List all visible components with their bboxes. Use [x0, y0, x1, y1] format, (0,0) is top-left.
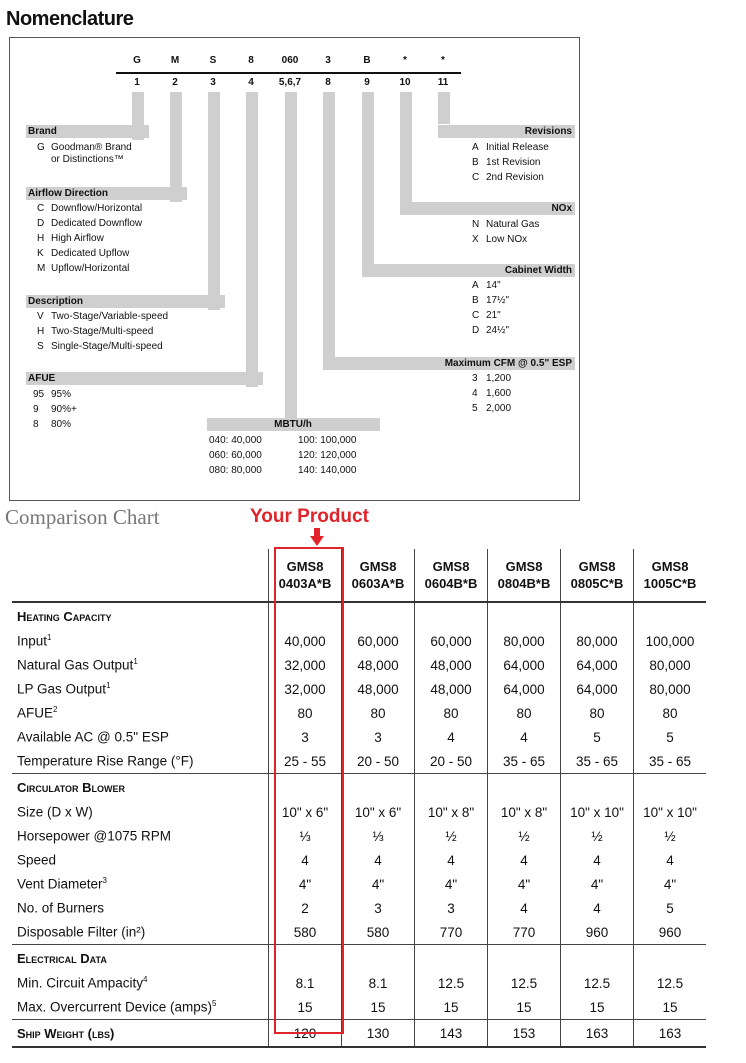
table-cell: 64,000: [488, 653, 561, 677]
row-label: [12, 896, 269, 920]
table-cell: 960: [634, 920, 707, 945]
table-cell: 12.5: [561, 971, 634, 995]
nomenclature-title: Nomenclature: [6, 8, 134, 30]
model-code-position: 1: [134, 77, 140, 88]
table-cell: ½: [488, 824, 561, 848]
model-number: 1005C*B: [643, 576, 697, 591]
model-series: GMS8: [432, 559, 470, 574]
row-label: [12, 824, 269, 848]
description-heading: Description: [26, 295, 225, 308]
section-cell: [561, 945, 634, 972]
table-cell: 580: [342, 920, 415, 945]
row-label: [12, 971, 269, 995]
mbtu-options-left: 040: 40,000 060: 60,000 080: 80,000: [209, 435, 262, 476]
table-row: [12, 872, 706, 896]
row-label-text: Temperature Rise Range (°F): [17, 753, 194, 769]
model-code-letter: B: [363, 55, 371, 66]
model-series: GMS8: [286, 559, 324, 574]
table-row: [12, 896, 706, 920]
table-cell: 163: [634, 1020, 707, 1048]
table-cell: 4: [561, 896, 634, 920]
nox-options: N Natural Gas X Low NOx: [472, 219, 540, 245]
afue-heading: AFUE: [26, 372, 263, 385]
airflow-options: C Downflow/Horizontal D Dedicated Downflow H High Airflow K Dedicated Upflow M Upflow/Horizontal: [37, 203, 143, 274]
cabinet-heading: Cabinet Width: [362, 264, 575, 277]
table-cell: 5: [634, 725, 707, 749]
model-series: GMS8: [578, 559, 616, 574]
table-cell: 40,000: [269, 629, 342, 653]
model-number: 0604B*B: [424, 576, 478, 591]
table-cell: 143: [415, 1020, 488, 1048]
table-cell: 48,000: [342, 677, 415, 701]
table-cell: 4": [561, 872, 634, 896]
table-cell: 32,000: [269, 677, 342, 701]
section-cell: [342, 602, 415, 629]
model-code-letter: *: [403, 55, 407, 66]
section-cell: [634, 945, 707, 972]
model-header: [415, 549, 488, 602]
ship-weight-row: [12, 1020, 706, 1048]
table-row: [12, 824, 706, 848]
table-cell: 60,000: [342, 629, 415, 653]
table-cell: 48,000: [415, 677, 488, 701]
table-cell: 64,000: [488, 677, 561, 701]
cfm-heading: Maximum CFM @ 0.5" ESP: [323, 357, 575, 370]
table-cell: 10" x 10": [634, 800, 707, 824]
table-row: [12, 677, 706, 701]
nox-heading: NOx: [400, 202, 575, 215]
table-cell: 120: [269, 1020, 342, 1048]
table-cell: 10" x 6": [342, 800, 415, 824]
footnote-ref: 5: [212, 999, 217, 1009]
table-row: [12, 971, 706, 995]
table-cell: 80: [561, 701, 634, 725]
model-header: [488, 549, 561, 602]
arrow-down-icon: [310, 528, 324, 546]
connector-bar: [285, 92, 297, 419]
afue-options: 95 95% 9 90%+ 8 80%: [33, 389, 77, 430]
table-cell: 35 - 65: [488, 749, 561, 774]
comparison-title: Comparison Chart: [5, 505, 160, 529]
cabinet-options: A 14" B 17½" C 21" D 24½": [472, 280, 510, 336]
section-header-row: [12, 945, 706, 972]
section-cell: [415, 945, 488, 972]
table-row: [12, 995, 706, 1020]
table-cell: 80,000: [488, 629, 561, 653]
model-series: GMS8: [505, 559, 543, 574]
description-options: V Two-Stage/Variable-speed H Two-Stage/Multi-speed S Single-Stage/Multi-speed: [37, 311, 169, 352]
row-label-text: No. of Burners: [17, 900, 105, 916]
model-number: 0805C*B: [570, 576, 624, 591]
model-number: 0603A*B: [351, 576, 405, 591]
connector-bar: [400, 92, 412, 202]
table-cell: 20 - 50: [415, 749, 488, 774]
table-cell: 48,000: [342, 653, 415, 677]
model-header-row: [12, 549, 706, 602]
airflow-heading: Airflow Direction: [26, 187, 187, 200]
model-code-letter: M: [170, 55, 180, 66]
table-cell: 10" x 8": [488, 800, 561, 824]
model-series: GMS8: [359, 559, 397, 574]
section-cell: [415, 602, 488, 629]
model-code-position: 8: [325, 77, 331, 88]
row-label-text: Input: [17, 633, 48, 649]
connector-bar: [438, 92, 450, 124]
your-product-label: Your Product: [250, 506, 369, 527]
table-row: [12, 848, 706, 872]
table-cell: 15: [342, 995, 415, 1020]
table-cell: 4": [634, 872, 707, 896]
section-cell: [488, 602, 561, 629]
model-header: [342, 549, 415, 602]
table-cell: 10" x 10": [561, 800, 634, 824]
table-cell: 10" x 6": [269, 800, 342, 824]
your-product-highlight: [274, 547, 344, 1034]
section-header-row: [12, 774, 706, 801]
table-cell: 960: [561, 920, 634, 945]
footnote-ref: 1: [106, 681, 111, 691]
table-cell: ⅓: [342, 824, 415, 848]
code-divider: [116, 72, 461, 74]
model-number: 0804B*B: [497, 576, 551, 591]
footnote-ref: 3: [102, 876, 107, 886]
table-cell: 163: [561, 1020, 634, 1048]
row-label: [12, 653, 269, 677]
table-cell: 130: [342, 1020, 415, 1048]
table-cell: 4: [488, 848, 561, 872]
table-cell: 3: [342, 896, 415, 920]
table-cell: 153: [488, 1020, 561, 1048]
section-cell: [634, 602, 707, 629]
model-code-letter: G: [133, 55, 141, 66]
section-cell: [634, 774, 707, 801]
row-label-text: Available AC @ 0.5" ESP: [17, 729, 169, 745]
footnote-ref: 2: [53, 705, 58, 715]
row-label: [12, 629, 269, 653]
table-cell: ⅓: [269, 824, 342, 848]
row-label-text: Size (D x W): [17, 804, 93, 820]
table-cell: 2: [269, 896, 342, 920]
row-label-text: AFUE: [17, 705, 54, 721]
brand-options: G Goodman® Brand or Distinctions™: [37, 142, 132, 165]
connector-bar: [170, 92, 182, 202]
model-code-letter: 3: [325, 55, 331, 66]
table-cell: ½: [415, 824, 488, 848]
table-cell: 4": [269, 872, 342, 896]
model-code-letter: S: [209, 55, 217, 66]
table-cell: 12.5: [488, 971, 561, 995]
table-row: [12, 800, 706, 824]
table-cell: 80: [269, 701, 342, 725]
table-row: [12, 629, 706, 653]
table-cell: 4: [415, 848, 488, 872]
table-cell: ½: [561, 824, 634, 848]
row-label: [12, 725, 269, 749]
row-label: [12, 701, 269, 725]
table-cell: 20 - 50: [342, 749, 415, 774]
model-code-position: 4: [248, 77, 254, 88]
row-label: [12, 800, 269, 824]
table-cell: 4": [415, 872, 488, 896]
table-cell: 80,000: [634, 653, 707, 677]
table-cell: 5: [634, 896, 707, 920]
cfm-options: 3 1,200 4 1,600 5 2,000: [472, 373, 512, 414]
table-cell: 35 - 65: [634, 749, 707, 774]
model-header: [561, 549, 634, 602]
table-cell: 80: [634, 701, 707, 725]
table-cell: 15: [561, 995, 634, 1020]
section-title: Circulator Blower: [12, 774, 269, 801]
section-cell: [561, 774, 634, 801]
section-cell: [561, 602, 634, 629]
row-label: [12, 677, 269, 701]
model-code-letter: *: [441, 55, 445, 66]
table-cell: 12.5: [415, 971, 488, 995]
section-cell: [342, 945, 415, 972]
row-label-text: Vent Diameter: [17, 876, 103, 892]
table-cell: 8.1: [342, 971, 415, 995]
table-cell: 4: [342, 848, 415, 872]
row-label-text: Min. Circuit Ampacity: [17, 975, 144, 991]
table-cell: 64,000: [561, 677, 634, 701]
model-code-position: 5,6,7: [278, 77, 302, 88]
section-title: Heating Capacity: [17, 608, 112, 624]
table-cell: 15: [634, 995, 707, 1020]
connector-bar: [323, 92, 335, 357]
table-cell: 4": [342, 872, 415, 896]
section-cell: [415, 774, 488, 801]
model-code-position: 3: [210, 77, 216, 88]
revisions-options: A Initial Release B 1st Revision C 2nd Revision: [472, 142, 549, 183]
footnote-ref: 1: [133, 657, 138, 667]
table-cell: 32,000: [269, 653, 342, 677]
connector-bar: [208, 92, 220, 310]
table-cell: 3: [269, 725, 342, 749]
table-cell: 10" x 8": [415, 800, 488, 824]
model-code-letter: 8: [248, 55, 254, 66]
table-cell: 770: [415, 920, 488, 945]
model-header: [634, 549, 707, 602]
table-cell: 4: [415, 725, 488, 749]
table-cell: 80: [342, 701, 415, 725]
table-cell: 100,000: [634, 629, 707, 653]
model-number: 0403A*B: [278, 576, 332, 591]
table-cell: 80: [415, 701, 488, 725]
mbtu-options-right: 100: 100,000 120: 120,000 140: 140,000: [298, 435, 357, 476]
row-label-text: Max. Overcurrent Device (amps): [17, 999, 213, 1015]
header-spacer: [12, 549, 269, 602]
table-row: [12, 920, 706, 945]
row-label-text: Natural Gas Output: [17, 657, 134, 673]
row-label-text: Speed: [17, 852, 57, 868]
mbtu-heading: MBTU/h: [207, 418, 380, 431]
ship-weight-label: Ship Weight (lbs): [12, 1020, 269, 1048]
table-cell: 15: [415, 995, 488, 1020]
row-label: [12, 920, 269, 945]
table-cell: 3: [342, 725, 415, 749]
footnote-ref: 4: [143, 975, 148, 985]
row-label-text: Horsepower @1075 RPM: [17, 828, 172, 844]
table-cell: 35 - 65: [561, 749, 634, 774]
model-code-position: 9: [364, 77, 370, 88]
table-cell: 80,000: [634, 677, 707, 701]
table-row: [12, 749, 706, 774]
section-header-row: [12, 602, 706, 629]
table-cell: 60,000: [415, 629, 488, 653]
table-cell: 48,000: [415, 653, 488, 677]
table-cell: ½: [634, 824, 707, 848]
table-cell: 15: [488, 995, 561, 1020]
table-cell: 4: [561, 848, 634, 872]
table-row: [12, 725, 706, 749]
table-cell: 770: [488, 920, 561, 945]
brand-heading: Brand: [26, 125, 149, 138]
footnote-ref: 1: [47, 633, 52, 643]
comparison-table: [12, 549, 706, 1048]
table-row: [12, 701, 706, 725]
row-label: [12, 749, 269, 774]
section-cell: [488, 945, 561, 972]
row-label: [12, 872, 269, 896]
table-cell: 64,000: [561, 653, 634, 677]
model-code-letter: 060: [281, 55, 299, 66]
table-row: [12, 653, 706, 677]
section-cell: [488, 774, 561, 801]
connector-bar: [246, 92, 258, 387]
model-code-position: 2: [172, 77, 178, 88]
model-series: GMS8: [651, 559, 689, 574]
table-cell: 4: [488, 896, 561, 920]
table-cell: 12.5: [634, 971, 707, 995]
model-code-position: 10: [399, 77, 411, 88]
table-cell: 80: [488, 701, 561, 725]
row-label: [12, 848, 269, 872]
table-cell: 4: [488, 725, 561, 749]
section-cell: [342, 774, 415, 801]
connector-bar: [362, 92, 374, 264]
table-cell: 15: [269, 995, 342, 1020]
model-code-position: 11: [437, 77, 449, 88]
section-title: Electrical Data: [12, 945, 269, 972]
table-cell: 80,000: [561, 629, 634, 653]
row-label-text: LP Gas Output: [17, 681, 107, 697]
table-cell: 5: [561, 725, 634, 749]
table-cell: 3: [415, 896, 488, 920]
row-label: [12, 995, 269, 1020]
revisions-heading: Revisions: [438, 125, 575, 138]
table-cell: 4": [488, 872, 561, 896]
table-cell: 25 - 55: [269, 749, 342, 774]
row-label-text: Disposable Filter (in²): [17, 924, 146, 940]
table-cell: 8.1: [269, 971, 342, 995]
table-cell: 4: [269, 848, 342, 872]
table-cell: 580: [269, 920, 342, 945]
table-cell: 4: [634, 848, 707, 872]
